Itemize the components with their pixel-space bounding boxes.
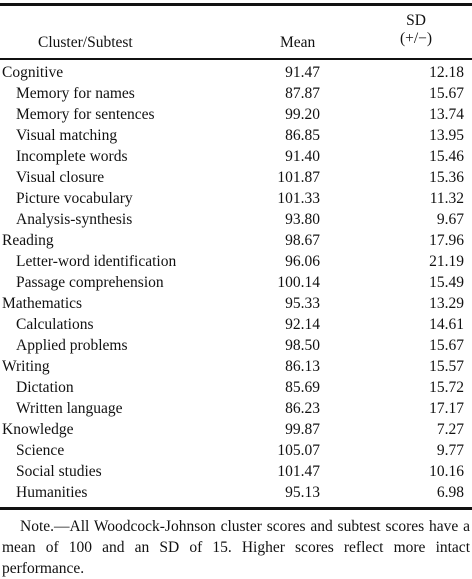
row-mean: 92.14 xyxy=(285,316,320,333)
row-sd: 17.17 xyxy=(429,400,464,417)
row-label: Science xyxy=(16,442,65,459)
row-sd: 7.27 xyxy=(436,421,464,438)
subtest-row xyxy=(0,461,472,482)
row-label: Reading xyxy=(2,232,54,249)
row-label: Picture vocabulary xyxy=(16,190,133,207)
row-mean: 85.69 xyxy=(285,379,320,396)
row-sd: 15.72 xyxy=(429,379,464,396)
row-sd: 15.36 xyxy=(429,169,464,186)
row-label: Visual matching xyxy=(16,127,118,144)
row-mean: 100.14 xyxy=(277,274,320,291)
subtest-row xyxy=(0,251,472,272)
row-mean: 98.50 xyxy=(285,337,320,354)
row-sd: 13.29 xyxy=(429,295,464,312)
row-sd: 13.95 xyxy=(429,127,464,144)
row-label: Knowledge xyxy=(2,421,74,438)
row-sd: 9.77 xyxy=(436,442,464,459)
cluster-row xyxy=(0,419,472,440)
row-label: Letter-word identification xyxy=(16,253,177,270)
subtest-row xyxy=(0,209,472,230)
bottom-rule xyxy=(0,507,472,510)
row-label: Analysis-synthesis xyxy=(16,211,133,228)
row-sd: 15.57 xyxy=(429,358,464,375)
cluster-row xyxy=(0,230,472,251)
cluster-row xyxy=(0,62,472,83)
row-sd: 15.67 xyxy=(429,337,464,354)
row-mean: 95.13 xyxy=(285,484,320,501)
row-mean: 87.87 xyxy=(285,85,320,102)
top-rule xyxy=(0,3,472,6)
subtest-row xyxy=(0,335,472,356)
row-label: Dictation xyxy=(16,379,74,396)
row-mean: 98.67 xyxy=(285,232,320,249)
row-mean: 86.23 xyxy=(285,400,320,417)
header-cluster-subtest: Cluster/Subtest xyxy=(38,34,133,51)
row-sd: 11.32 xyxy=(429,190,464,207)
row-mean: 95.33 xyxy=(285,295,320,312)
row-mean: 101.47 xyxy=(277,463,320,480)
row-sd: 17.96 xyxy=(429,232,464,249)
subtest-row xyxy=(0,314,472,335)
table-note: Note.—All Woodcock-Johnson cluster scores and subtest scores have a mean of 100 and an SD of 15. Higher scores reflect more intact performance. xyxy=(2,518,470,577)
row-label: Social studies xyxy=(16,463,102,480)
subtest-row xyxy=(0,83,472,104)
row-label: Memory for sentences xyxy=(16,106,155,123)
row-label: Applied problems xyxy=(16,337,128,354)
row-label: Memory for names xyxy=(16,85,135,102)
row-label: Writing xyxy=(2,358,50,375)
header-mean: Mean xyxy=(280,34,316,51)
row-label: Humanities xyxy=(16,484,88,501)
row-mean: 91.40 xyxy=(285,148,320,165)
subtest-row xyxy=(0,272,472,293)
subtest-row xyxy=(0,104,472,125)
row-mean: 101.87 xyxy=(277,169,320,186)
subtest-row xyxy=(0,167,472,188)
row-mean: 101.33 xyxy=(277,190,320,207)
row-label: Calculations xyxy=(16,316,94,333)
subtest-row xyxy=(0,188,472,209)
cluster-row xyxy=(0,293,472,314)
row-label: Mathematics xyxy=(2,295,83,312)
row-mean: 93.80 xyxy=(285,211,320,228)
row-mean: 99.20 xyxy=(285,106,320,123)
row-sd: 13.74 xyxy=(429,106,464,123)
row-mean: 96.06 xyxy=(285,253,320,270)
row-label: Incomplete words xyxy=(16,148,128,165)
header-rule xyxy=(0,58,472,60)
row-mean: 99.87 xyxy=(285,421,320,438)
row-sd: 15.46 xyxy=(429,148,464,165)
subtest-row xyxy=(0,146,472,167)
row-mean: 86.85 xyxy=(285,127,320,144)
row-mean: 86.13 xyxy=(285,358,320,375)
cluster-row xyxy=(0,356,472,377)
header-sd-line2: (+/−) xyxy=(399,30,433,47)
row-mean: 105.07 xyxy=(277,442,320,459)
row-sd: 6.98 xyxy=(436,484,464,501)
row-sd: 14.61 xyxy=(429,316,464,333)
header-sd-line1: SD xyxy=(406,12,426,29)
row-mean: 91.47 xyxy=(285,64,320,81)
row-sd: 15.49 xyxy=(429,274,464,291)
row-sd: 10.16 xyxy=(429,463,464,480)
row-sd: 15.67 xyxy=(429,85,464,102)
subtest-row xyxy=(0,398,472,419)
row-sd: 21.19 xyxy=(429,253,464,270)
table-body xyxy=(0,62,472,503)
subtest-row xyxy=(0,377,472,398)
row-sd: 12.18 xyxy=(429,64,464,81)
subtest-row xyxy=(0,125,472,146)
row-label: Cognitive xyxy=(2,64,64,81)
subtest-row xyxy=(0,440,472,461)
subtest-row xyxy=(0,482,472,503)
row-sd: 9.67 xyxy=(436,211,464,228)
row-label: Written language xyxy=(16,400,123,417)
row-label: Visual closure xyxy=(16,169,105,186)
header-sd xyxy=(390,12,442,48)
row-label: Passage comprehension xyxy=(16,274,164,291)
